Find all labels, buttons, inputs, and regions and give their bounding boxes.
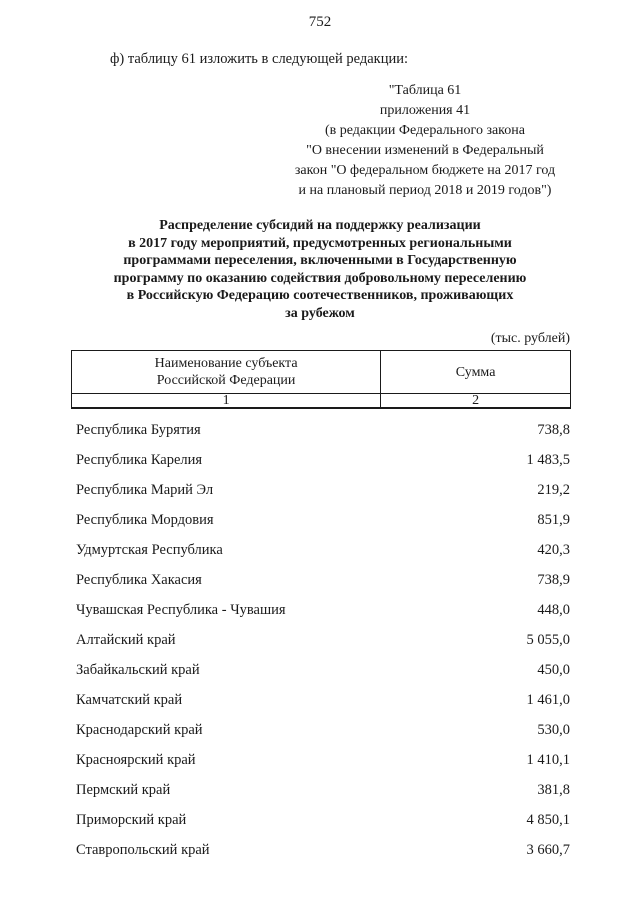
page-number: 752 [308, 14, 332, 30]
table-row [76, 685, 570, 715]
region-name: Удмуртская Республика [76, 541, 223, 558]
units-label: (тыс. рублей) [490, 331, 570, 346]
table-row [76, 715, 570, 745]
region-name: Приморский край [76, 811, 187, 828]
table-row [76, 475, 570, 505]
header-line: закон "О федеральном бюджете на 2017 год [294, 163, 556, 178]
table-row [76, 505, 570, 535]
region-name: Республика Карелия [76, 451, 203, 468]
header-line: "О внесении изменений в Федеральный [306, 143, 544, 158]
region-name: Красноярский край [76, 751, 196, 768]
amount-value: 1 461,0 [526, 691, 570, 708]
amount-value: 1 483,5 [526, 451, 570, 468]
table-row [76, 565, 570, 595]
table-row [76, 535, 570, 565]
table-row [76, 445, 570, 475]
table-row [76, 655, 570, 685]
table-row [76, 805, 570, 835]
amount-value: 1 410,1 [526, 751, 570, 768]
amount-value: 381,8 [537, 781, 570, 798]
region-name: Республика Хакасия [76, 571, 202, 588]
column-header-line: Наименование субъекта [154, 356, 298, 371]
table-header [71, 350, 571, 409]
header-line: приложения 41 [379, 103, 471, 118]
table-row [76, 595, 570, 625]
amendment-intro: ф) таблицу 61 изложить в следующей редакции: [110, 51, 409, 67]
region-name: Республика Бурятия [76, 421, 201, 438]
column-header-line: Российской Федерации [156, 373, 296, 388]
title-line: в 2017 году мероприятий, предусмотренных региональными [128, 235, 512, 251]
table-reference-header [260, 81, 590, 201]
table-row [76, 835, 570, 865]
region-name: Республика Марий Эл [76, 481, 214, 498]
table-row [76, 625, 570, 655]
region-name: Пермский край [76, 781, 171, 798]
header-line: "Таблица 61 [388, 83, 462, 98]
title-line: программу по оказанию содействия добровольному переселению [113, 270, 527, 286]
amount-value: 450,0 [537, 661, 570, 678]
amount-value: 420,3 [537, 541, 570, 558]
document-title [60, 217, 580, 322]
table-body [76, 415, 570, 865]
region-name: Камчатский край [76, 691, 183, 708]
region-name: Чувашская Республика - Чувашия [76, 601, 286, 618]
amount-value: 851,9 [537, 511, 570, 528]
header-line: (в редакции Федерального закона [325, 123, 525, 138]
amount-value: 4 850,1 [526, 811, 570, 828]
header-line: и на плановый период 2018 и 2019 годов") [298, 183, 552, 198]
region-name: Алтайский край [76, 631, 176, 648]
amount-value: 219,2 [537, 481, 570, 498]
region-name: Забайкальский край [76, 661, 200, 678]
title-line: Распределение субсидий на поддержку реализации [159, 218, 481, 233]
table-row [76, 415, 570, 445]
table-row [76, 775, 570, 805]
amount-value: 5 055,0 [526, 631, 570, 648]
table-row [76, 745, 570, 775]
title-line: в Российскую Федерацию соотечественников, проживающих [126, 288, 514, 303]
amount-value: 448,0 [537, 601, 570, 618]
amount-value: 738,9 [537, 571, 570, 588]
column-header-amount: Сумма [381, 351, 571, 394]
title-line: за рубежом [285, 305, 355, 321]
title-line: программами переселения, включенными в Государственную [123, 253, 517, 268]
column-header-region [72, 351, 381, 394]
region-name: Республика Мордовия [76, 511, 214, 528]
amount-value: 530,0 [537, 721, 570, 738]
region-name: Ставропольский край [76, 841, 210, 858]
amount-value: 3 660,7 [526, 841, 570, 858]
amount-value: 738,8 [537, 421, 570, 438]
column-number: 2 [381, 394, 571, 409]
region-name: Краснодарский край [76, 721, 203, 738]
column-number: 1 [72, 394, 381, 409]
